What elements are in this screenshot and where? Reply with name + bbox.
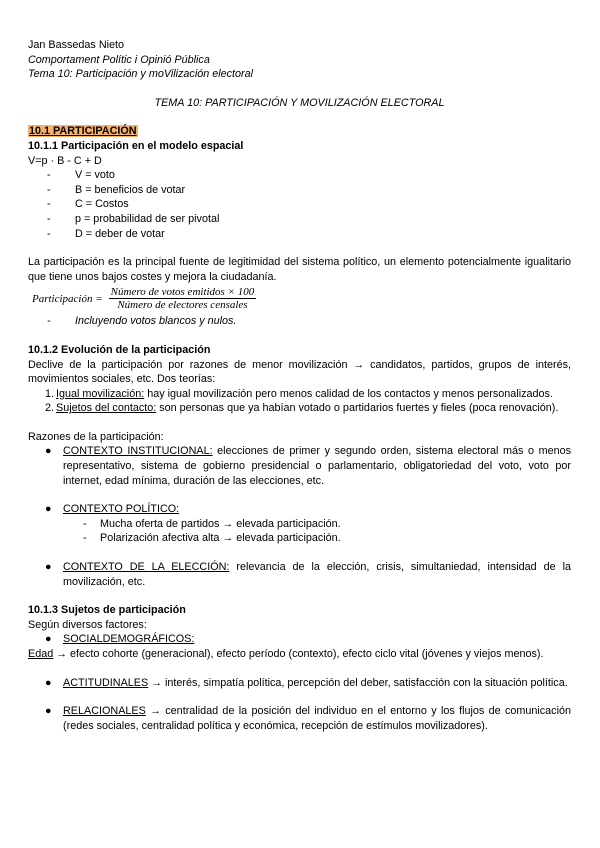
list-item: - B = beneficios de votar xyxy=(28,183,571,198)
list-item: - C = Costos xyxy=(28,197,571,212)
list-item: - D = deber de votar xyxy=(28,227,571,242)
numbered-item: 1. Igual movilización: hay igual movilización pero menos calidad de los contactos y menos personalizados. xyxy=(45,387,553,400)
formula-numerator: Número de votos emitidos × 100 xyxy=(110,286,255,299)
formula-lhs: Participación = xyxy=(32,293,103,306)
bullet-icon: ● xyxy=(45,503,52,516)
numbered-item: 2. Sujetos del contacto: son personas que ya habían votado o partidarios fuertes y fieles (poca renovación). xyxy=(45,402,559,415)
reasons-title: Razones de la participación: xyxy=(28,430,164,443)
formula-fraction xyxy=(109,286,257,312)
topic-subtitle: Tema 10: Participación y moVilización electoral xyxy=(28,68,254,81)
paragraph-declive: Declive de la participación por razones de menor movilización → candidatos, partidos, grupos de interés, movimientos sociales, etc. Dos teorías: xyxy=(28,358,571,386)
sujetos-intro: Según diversos factores: xyxy=(28,618,147,631)
bullet-item-sociodemograficos: ● SOCIALDEMOGRÁFICOS: xyxy=(45,633,195,646)
list-item: - V = voto xyxy=(28,168,571,183)
bullet-item-relacionales: ● RELACIONALES → centralidad de la posición del individuo en el entorno y los flujos de comunicación (redes sociales, centralidad política y económica, recepción de estímulos movilizadores). xyxy=(45,705,571,732)
edad-line: Edad → efecto cohorte (generacional), efecto período (contexto), efecto ciclo vital (jóvenes y viejos menos). xyxy=(28,648,544,660)
list-item: - Polarización afectiva alta → elevada participación. xyxy=(28,531,571,546)
document-page xyxy=(28,38,571,733)
subsection-heading-evolucion: 10.1.2 Evolución de la participación xyxy=(28,343,211,356)
list-item: - Incluyendo votos blancos y nulos. xyxy=(28,314,571,329)
document-title: TEMA 10: PARTICIPACIÓN Y MOVILIZACIÓN ELECTORAL xyxy=(154,96,445,109)
bullet-item-contexto-institucional: ● CONTEXTO INSTITUCIONAL: elecciones de primer y segundo orden, sistema electoral más o menos representativo, sistema de gobierno presidencial o parlamentario, obligatoriedad del voto, voto por internet, edad mínima, duración de las elecciones, etc. xyxy=(45,445,571,487)
bullet-icon: ● xyxy=(45,705,52,718)
subsection-heading-sujetos: 10.1.3 Sujetos de participación xyxy=(28,604,186,617)
bullet-icon: ● xyxy=(45,676,52,689)
equation: V=p · B - C + D xyxy=(28,154,102,167)
list-item: - Mucha oferta de partidos → elevada participación. xyxy=(28,517,571,532)
section-heading-participacion xyxy=(28,124,571,139)
paragraph-legitimidad: La participación es la principal fuente de legitimidad del sistema político, un elemento potencialmente igualitario que tiene unos bajos costes y mejora la ciudadanía. xyxy=(28,256,571,283)
participation-formula xyxy=(32,284,571,314)
highlighted-heading: 10.1 PARTICIPACIÓN xyxy=(29,125,137,138)
bullet-icon: ● xyxy=(45,445,52,458)
bullet-item-contexto-politico: ● CONTEXTO POLÍTICO: xyxy=(45,503,180,516)
list-item: - p = probabilidad de ser pivotal xyxy=(28,212,571,227)
subsection-heading-modelo-espacial: 10.1.1 Participación en el modelo espacial xyxy=(28,139,244,152)
bullet-item-contexto-eleccion: ● CONTEXTO DE LA ELECCIÓN: relevancia de la elección, crisis, simultaniedad, intensidad de la movilización, etc. xyxy=(45,561,571,588)
bullet-icon: ● xyxy=(45,633,52,646)
bullet-item-actitudinales: ● ACTITUDINALES → interés, simpatía política, percepción del deber, satisfacción con la situación política. xyxy=(45,676,568,689)
formula-denominator: Número de electores censales xyxy=(117,299,248,312)
bullet-icon: ● xyxy=(45,561,52,574)
course-name: Comportament Polític i Opinió Pública xyxy=(28,53,210,66)
author: Jan Bassedas Nieto xyxy=(28,39,125,51)
